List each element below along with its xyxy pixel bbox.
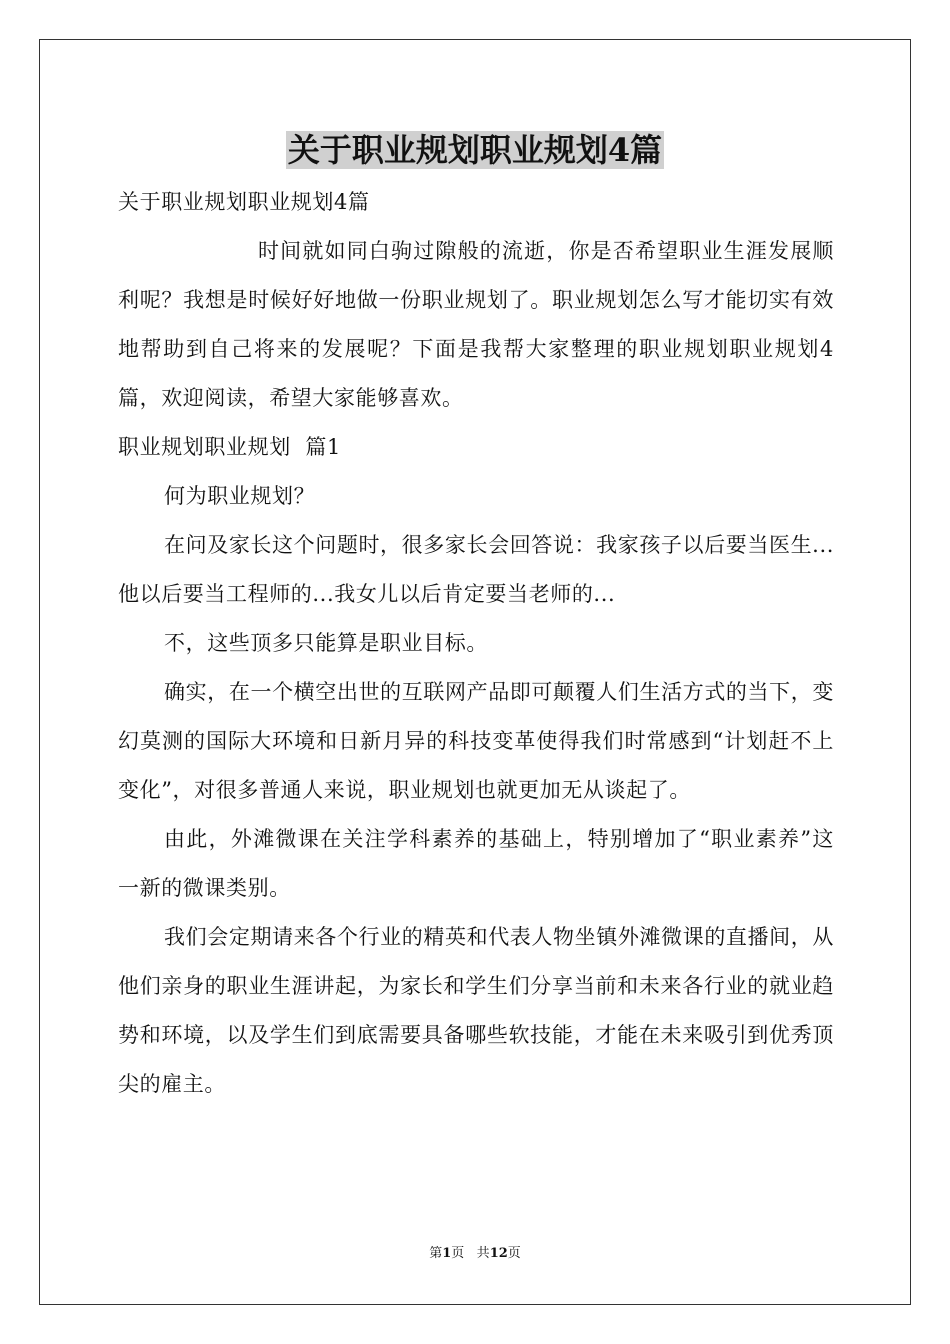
page-footer [0, 1245, 950, 1263]
title-text: 关于职业规划职业规划4篇 [287, 131, 663, 169]
paragraph-5: 由此，外滩微课在关注学科素养的基础上，特别增加了“职业素养”这一新的微课类别。 [118, 827, 834, 900]
page-number: 1 [442, 1246, 452, 1261]
page-prefix: 第 [429, 1246, 443, 1261]
total-prefix: 共 [476, 1246, 490, 1261]
document-title [0, 128, 950, 172]
total-pages: 12 [489, 1246, 508, 1261]
subtitle: 关于职业规划职业规划4篇 [118, 190, 370, 214]
total-suffix: 页 [507, 1246, 521, 1261]
paragraph-1: 何为职业规划？ [164, 484, 316, 508]
paragraph-4: 确实，在一个横空出世的互联网产品即可颠覆人们生活方式的当下，变幻莫测的国际大环境和日新月异的科技变革使得我们时常感到“计划赶不上变化”，对很多普通人来说，职业规划也就更加无从谈起了。 [118, 680, 834, 802]
paragraph-2: 在问及家长这个问题时，很多家长会回答说：我家孩子以后要当医生...他以后要当工程师的...我女儿以后肯定要当老师的... [118, 533, 834, 606]
intro-paragraph: 时间就如同白驹过隙般的流逝，你是否希望职业生涯发展顺利呢？我想是时候好好地做一份职业规划了。职业规划怎么写才能切实有效地帮助到自己将来的发展呢？下面是我帮大家整理的职业规划职业规划4篇，欢迎阅读，希望大家能够喜欢。 [118, 239, 834, 410]
paragraph-6: 我们会定期请来各个行业的精英和代表人物坐镇外滩微课的直播间，从他们亲身的职业生涯讲起，为家长和学生们分享当前和未来各行业的就业趋势和环境，以及学生们到底需要具备哪些软技能，才能在未来吸引到优秀顶尖的雇主。 [118, 925, 834, 1096]
document-body [118, 178, 834, 1109]
section-heading: 职业规划职业规划 篇1 [118, 435, 341, 459]
paragraph-3: 不，这些顶多只能算是职业目标。 [164, 631, 488, 655]
page-suffix: 页 [451, 1246, 465, 1261]
